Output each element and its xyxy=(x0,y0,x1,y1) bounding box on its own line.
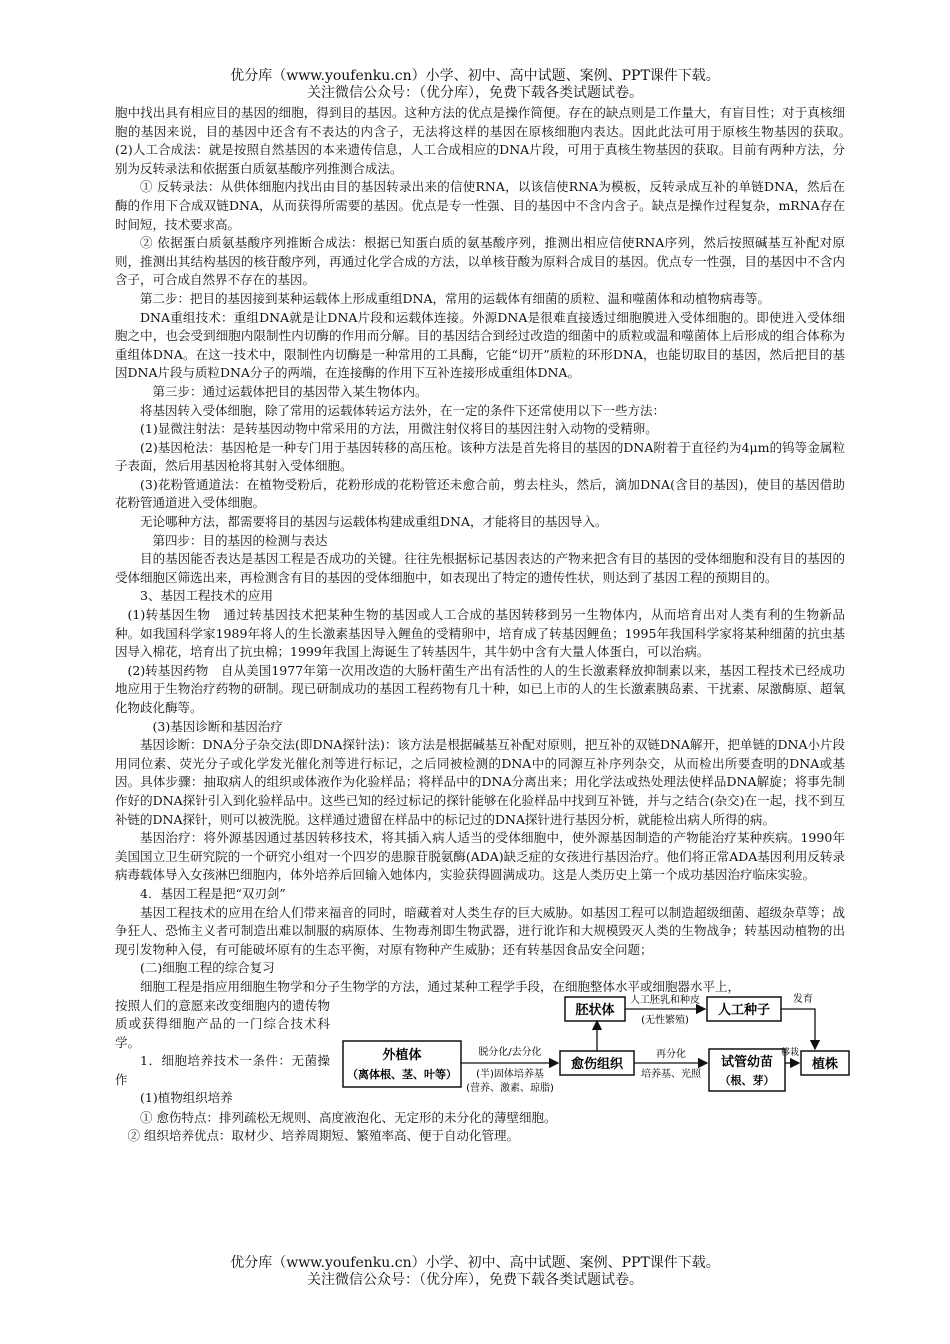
box-callus xyxy=(560,1051,634,1075)
paragraph: 无论哪种方法，都需要将目的基因与运载体构建成重组DNA，才能将目的基因导入。 xyxy=(140,514,608,530)
seedling-sub-label: （根、芽） xyxy=(719,1073,775,1087)
flow-side-text xyxy=(115,997,330,1109)
germinate-label: 发育 xyxy=(793,993,813,1005)
section-heading: (二)细胞工程的综合复习 xyxy=(140,960,275,976)
paragraph: (2)转基因药物 自从美国1977年第一次用改造的大肠杆菌生产出有活性的人的生长激素释放抑制素以来，基因工程技术已经成功地应用于生物治疗药物的研制。现已研制成功的基因工程药物有几十种，如已上市的人的生长激素胰岛素、干扰素、尿激酶原、超氧化物歧化酶等。 xyxy=(115,662,845,715)
paragraph: 第三步：通过运载体把目的基因带入某生物体内。 xyxy=(152,383,428,399)
paragraph: DNA重组技术：重组DNA就是让DNA片段和运载体连接。外源DNA是很难直接透过细胞膜进入受体细胞的。即使进入受体细胞之中，也会受到细胞内限制性内切酶的作用而分解。目的基因结合到经过改造的细菌中的质粒或温和噬菌体上后形成的组合体称为重组体DNA。在这一技术中，限制性内切酶是一种常用的工具酶，它能“切开”质粒的环形DNA，也能切取目的基因，然后把目的基因DNA片段与质粒DNA分子的两端，在连接酶的作用下互补连接形成重组体DNA。 xyxy=(115,309,845,381)
paragraph: (1)转基因生物 通过转基因技术把某种生物的基因或人工合成的基因转移到另一生物体内，从而培育出对人类有利的生物新品种。如我国科学家1989年将人的生长激素基因导入鲤鱼的受精卵中，培育成了转基因鲤鱼；1995年我国科学家将某种细菌的抗虫基因导入棉花，培育出了抗虫棉；1999年我国上海诞生了转基因牛，其牛奶中含有大量人体蛋白，可以治病。 xyxy=(115,607,845,660)
plant-label: 植株 xyxy=(811,1056,839,1072)
seed-label: 人工种子 xyxy=(717,1002,771,1018)
dediff-sub-2: (营养、激素、琼脂) xyxy=(466,1082,554,1094)
paragraph: 第四步：目的基因的检测与表达 xyxy=(152,532,328,548)
header-line-2: 关注微信公众号：（优分库），免费下载各类试题试卷。 xyxy=(307,85,643,101)
box-test-tube-seedling xyxy=(709,1049,785,1091)
flow-section xyxy=(115,993,845,1109)
paragraph: 将基因转入受体细胞，除了常用的运载体转运方法外，在一定的条件下还常使用以下一些方法： xyxy=(140,402,666,418)
transplant-label: 移栽 xyxy=(780,1047,800,1058)
document-body xyxy=(115,104,858,1146)
arrow-seed-to-plant xyxy=(781,1009,815,1049)
artificial-label-1: 人工胚乳和种皮 xyxy=(630,994,700,1006)
page-footer xyxy=(0,1255,950,1289)
dediff-sub-1: (半)固体培养基 xyxy=(476,1068,544,1080)
paragraph: 基因治疗：将外源基因通过基因转移技术，将其插入病人适当的受体细胞中，使外源基因制造的产物能治疗某种疾病。1990年美国国立卫生研究院的一个研究小组对一个四岁的患腺苷脱氨酶(ADA)缺乏症的女孩进行基因治疗。他们将正常ADA基因利用反转录病毒载体导入女孩淋巴细胞内，体外培养后回输入她体内，实验获得圆满成功。这是人类历史上第一个成功基因治疗临床实验。 xyxy=(115,830,845,883)
paragraph: 按照人们的意愿来改变细胞内的遗传物质或获得细胞产品的一门综合技术科学。 xyxy=(115,997,330,1050)
rediff-label: 再分化 xyxy=(656,1048,686,1060)
dediff-label: 脱分化/去分化 xyxy=(478,1046,542,1058)
paragraph: (3)花粉管通道法：在植物受粉后，花粉形成的花粉管还未愈合前，剪去柱头，然后，滴加DNA(含目的基因)，使目的基因借助花粉管通道进入受体细胞。 xyxy=(115,476,845,511)
box-plant xyxy=(801,1051,849,1075)
paragraph: 细胞工程是指应用细胞生物学和分子生物学的方法，通过某种工程学手段，在细胞整体水平或细胞器水平上， xyxy=(140,978,741,994)
paragraph: 1．细胞培养技术一条件：无菌操作 xyxy=(115,1053,330,1087)
page-header xyxy=(0,68,950,102)
paragraph: ② 依据蛋白质氨基酸序列推断合成法：根据已知蛋白质的氨基酸序列，推测出相应信使RNA序列，然后按照碱基互补配对原则，推测出其结构基因的核苷酸序列，再通过化学合成的方法，以单核苷酸为原料合成目的基因。优点专一性强，目的基因中不含内含子，可合成自然界不存在的基因。 xyxy=(115,235,845,288)
paragraph: 目的基因能否表达是基因工程是否成功的关键。往往先根据标记基因表达的产物来把含有目的基因的受体细胞和没有目的基因的受体细胞区筛选出来，再检测含有目的基因的受体细胞中，如表现出了特定的遗传性状，则达到了基因工程的预期目的。 xyxy=(115,551,845,585)
footer-line-2: 关注微信公众号：（优分库），免费下载各类试题试卷。 xyxy=(307,1272,643,1288)
paragraph: ② 组织培养优点：取材少、培养周期短、繁殖率高、便于自动化管理。 xyxy=(127,1128,519,1144)
artificial-label-2: (无性繁殖) xyxy=(641,1014,689,1026)
explant-sub-label: （离体根、茎、叶等） xyxy=(347,1067,457,1081)
footer-line-1: 优分库（www.youfenku.cn）小学、初中、高中试题、案例、PPT课件下载。 xyxy=(230,1255,720,1271)
paragraph: 基因诊断：DNA分子杂交法(即DNA探针法)：该方法是根据碱基互补配对原则，把互补的双链DNA解开，把单链的DNA小片段用同位素、荧光分子或化学发光催化剂等进行标记，之后同被检测的DNA中的同源互补序列杂交，从而检出所要查明的DNA或基因。具体步骤：抽取病人的组织或体液作为化验样品；将样品中的DNA分离出来；用化学法或热处理法使样品DNA解旋；将事先制作好的DNA探针引入到化验样品中。这些已知的经过标记的探针能够在化验样品中找到互补链，并与之结合(杂交)在一起，找不到互补链的DNA探针，则可以被洗脱。这样通过遗留在样品中的标记过的DNA探针进行基因分析，就能检出病人所得的病。 xyxy=(115,737,845,827)
box-explant xyxy=(343,1041,461,1087)
paragraph: (2)基因枪法：基因枪是一种专门用于基因转移的高压枪。该种方法是首先将目的基因的DNA附着于直径约为4μm的钨等金属粒子表面，然后用基因枪将其射入受体细胞。 xyxy=(115,439,845,474)
paragraph: ① 反转录法：从供体细胞内找出由目的基因转录出来的信使RNA，以该信使RNA为模板，反转录成互补的单链DNA，然后在酶的作用下合成双链DNA，从而获得所需要的基因。优点是专一性强、目的基因中不含内含子。缺点是操作过程复杂，mRNA存在时间短，技术要求高。 xyxy=(115,179,845,232)
seedling-label: 试管幼苗 xyxy=(720,1054,774,1070)
paragraph: ① 愈伤特点：排列疏松无规则、高度液泡化、无定形的未分化的薄壁细胞。 xyxy=(140,1109,557,1125)
tissue-culture-flowchart xyxy=(335,989,855,1111)
embryoid-label: 胚状体 xyxy=(575,1002,615,1018)
rediff-sub: 培养基、光照 xyxy=(641,1068,701,1080)
section-heading: 4．基因工程是把“双刃剑” xyxy=(140,885,286,901)
callus-label: 愈伤组织 xyxy=(570,1056,624,1072)
box-embryoid xyxy=(565,997,625,1021)
header-line-1: 优分库（www.youfenku.cn）小学、初中、高中试题、案例、PPT课件下载。 xyxy=(230,68,720,84)
paragraph: (1)植物组织培养 xyxy=(140,1090,233,1106)
paragraph: (1)显微注射法：是转基因动物中常采用的方法，用微注射仪将目的基因注射入动物的受精卵。 xyxy=(140,421,658,437)
box-artificial-seed xyxy=(707,997,781,1021)
explant-label: 外植体 xyxy=(382,1047,422,1063)
section-heading: (3)基因诊断和基因治疗 xyxy=(152,718,283,734)
paragraph: 基因工程技术的应用在给人们带来福音的同时，暗藏着对人类生存的巨大威胁。如基因工程可以制造超级细菌、超级杂草等；战争狂人、恐怖主义者可制造出难以制服的病原体、生物毒剂即生物武器，进行讹诈和大规模毁灭人类的生物战争；转基因动植物的出现引发物种入侵，有可能破坏原有的生态平衡，对原有物种产生威胁；还有转基因食品安全问题； xyxy=(115,904,845,957)
section-heading: 3、基因工程技术的应用 xyxy=(140,588,273,604)
paragraph: 胞中找出具有相应目的基因的细胞，得到目的基因。这种方法的优点是操作简便。存在的缺点则是工作量大，有盲目性；对于真核细胞的基因来说，目的基因中还含有不表达的内含子，无法将这样的基因在原核细胞内表达。因此此法可用于原核生物基因的获取。 (2)人工合成法：就是按照自然基因的本来遗传信息，人工合成相应的DNA片段，可用于真核生物基因的获取。目前有两种方法，分别为反转录法和依据蛋白质氨基酸序列推测合成法。 xyxy=(115,105,858,176)
paragraph: 第二步：把目的基因接到某种运载体上形成重组DNA，常用的运载体有细菌的质粒、温和噬菌体和动植物病毒等。 xyxy=(140,290,770,306)
